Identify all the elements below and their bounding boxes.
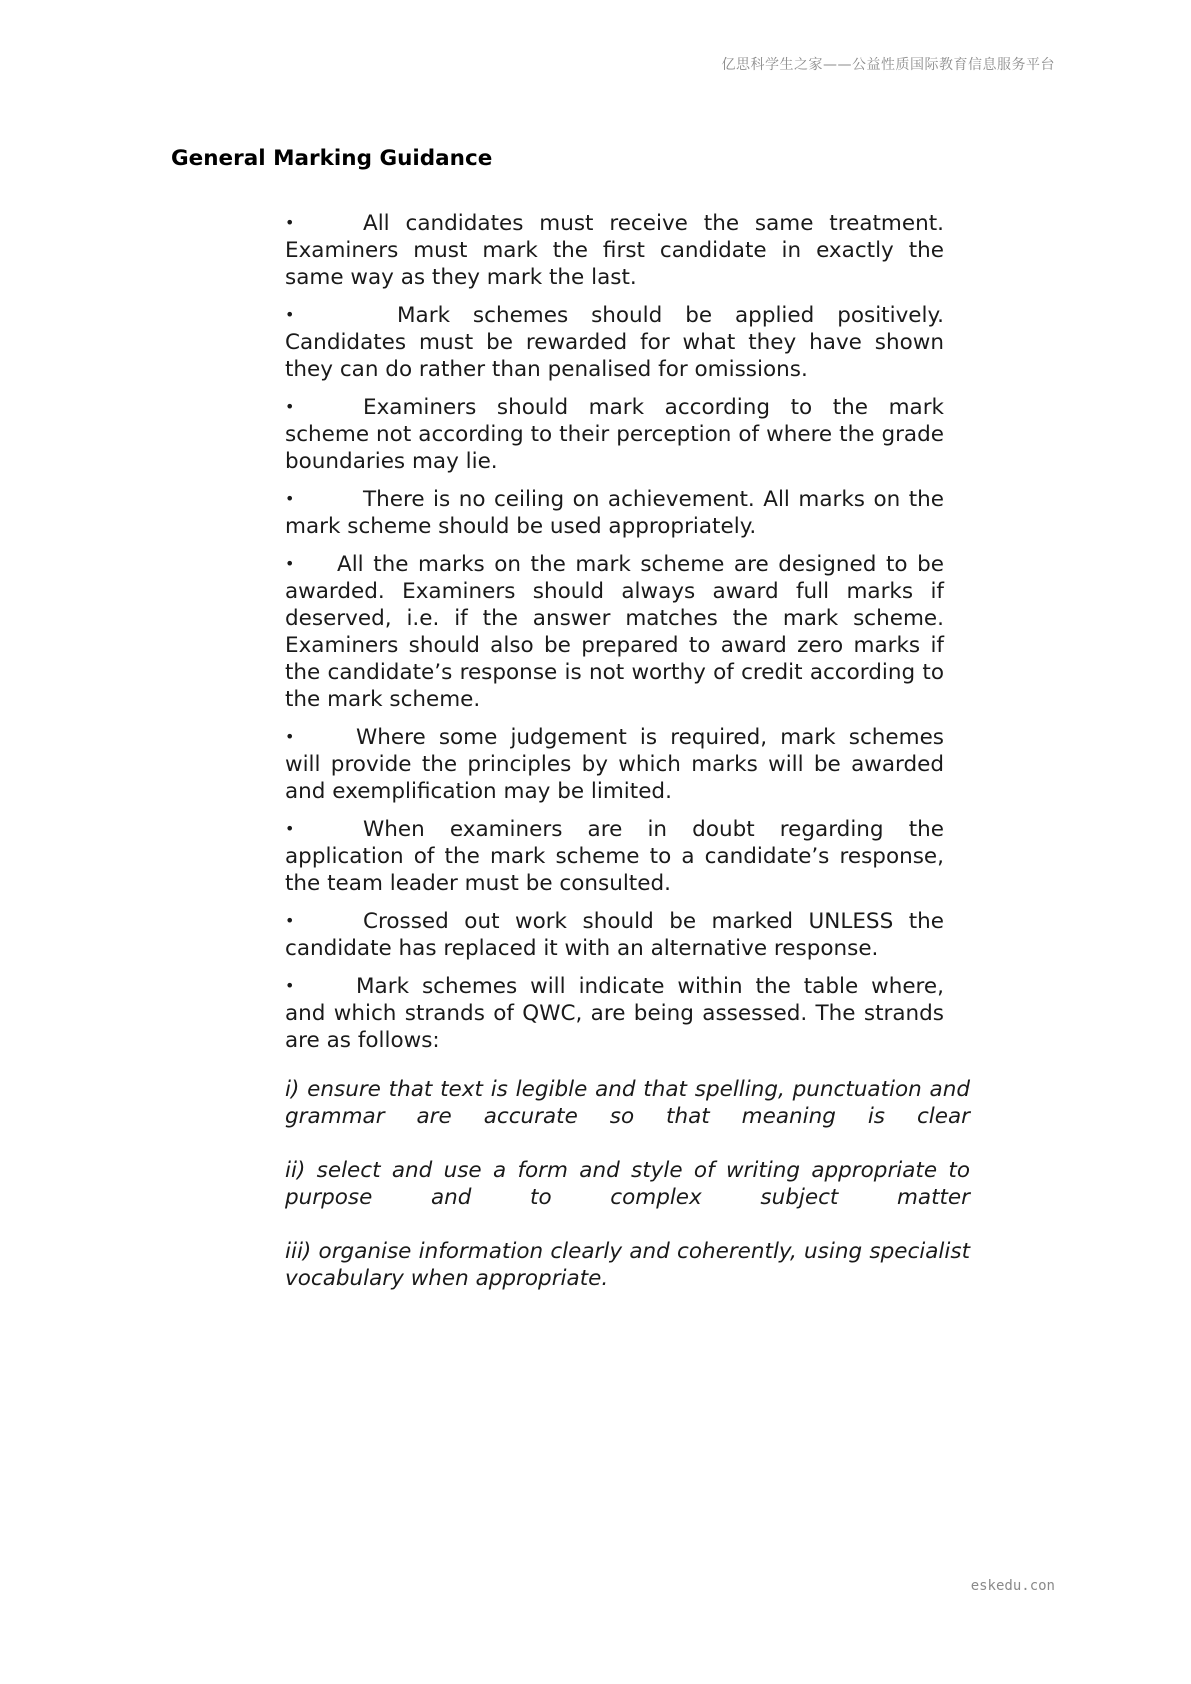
guidance-text: Examiners should mark according to the mark scheme not according to their perception of where the grade boundaries may lie. — [285, 395, 944, 474]
list-item — [285, 485, 944, 540]
bullet-icon: • — [285, 911, 295, 930]
guidance-text: Where some judgement is required, mark schemes will provide the principles by which marks will be awarded and exemplification may be limited. — [285, 725, 944, 804]
list-item — [285, 301, 944, 383]
bullet-icon: • — [285, 397, 295, 416]
guidance-text: All the marks on the mark scheme are designed to be awarded. Examiners should always award full marks if deserved, i.e. if the answer matches the mark scheme. Examiners should also be prepared to award zero marks if the candidate’s response is not worthy of credit according to the mark scheme. — [285, 552, 944, 712]
guidance-text: Crossed out work should be marked UNLESS the candidate has replaced it with an alternative response. — [285, 909, 944, 961]
bullet-icon: • — [285, 305, 295, 324]
qwc-strand: iii) organise information clearly and coherently, using specialist vocabulary when appropriate. — [285, 1239, 970, 1291]
list-item — [285, 393, 944, 475]
list-item — [285, 815, 944, 897]
list-item — [285, 209, 944, 291]
guidance-text: There is no ceiling on achievement. All marks on the mark scheme should be used appropriately. — [285, 487, 944, 539]
header-site-note: 亿思科学生之家——公益性质国际教育信息服务平台 — [721, 57, 1055, 73]
bullet-icon: • — [285, 489, 295, 508]
qwc-strand: i) ensure that text is legible and that spelling, punctuation and grammar are accurate so that meaning is clear — [285, 1077, 970, 1129]
list-item — [285, 972, 944, 1054]
bullet-icon: • — [285, 819, 295, 838]
bullet-icon: • — [285, 213, 295, 232]
list-item — [285, 723, 944, 805]
bullet-icon: • — [285, 976, 295, 995]
guidance-text: All candidates must receive the same treatment. Examiners must mark the first candidate in exactly the same way as they mark the last. — [285, 211, 944, 290]
guidance-text: Mark schemes will indicate within the table where, and which strands of QWC, are being assessed. The strands are as follows: — [285, 974, 944, 1053]
guidance-text: Mark schemes should be applied positively. Candidates must be rewarded for what they have shown they can do rather than penalised for omissions. — [285, 303, 944, 382]
bullet-icon: • — [285, 727, 295, 746]
qwc-strand: ii) select and use a form and style of writing appropriate to purpose and to complex subject matter — [285, 1158, 970, 1210]
list-item — [285, 550, 944, 713]
bullet-icon: • — [285, 554, 295, 573]
list-item — [285, 907, 944, 962]
guidance-text: When examiners are in doubt regarding the application of the mark scheme to a candidate’s response, the team leader must be consulted. — [285, 817, 944, 896]
footer-site-domain: eskedu.con — [970, 1578, 1055, 1594]
page-title: General Marking Guidance — [171, 146, 493, 171]
qwc-strands — [285, 1076, 970, 1319]
guidance-list — [285, 209, 944, 1064]
